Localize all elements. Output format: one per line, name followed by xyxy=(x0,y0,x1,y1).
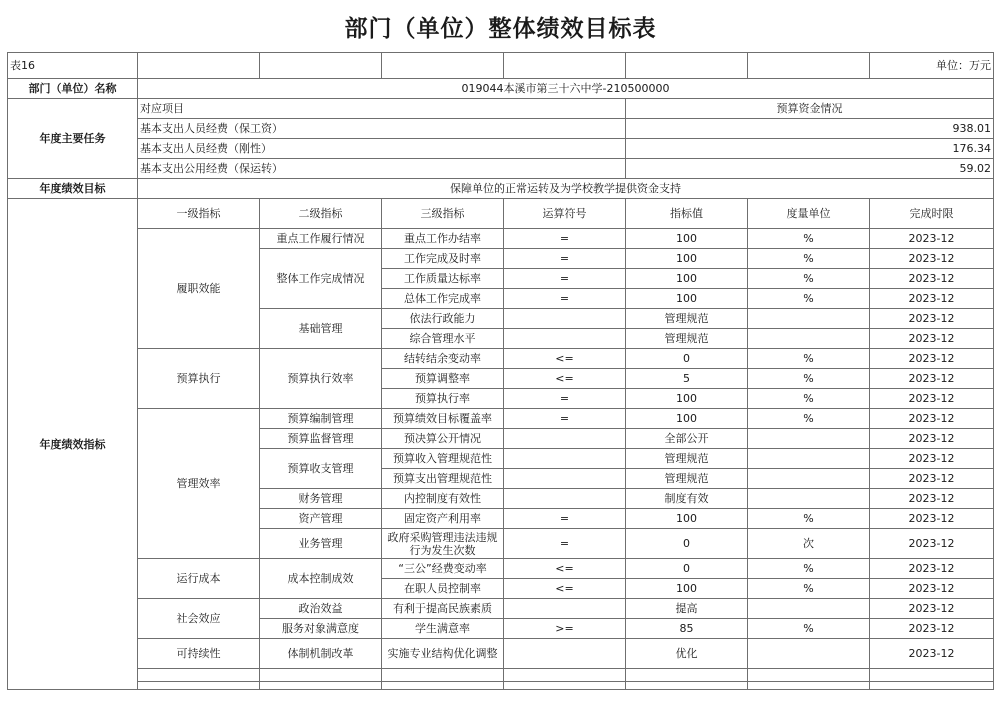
level3-indicator: 预算绩效目标覆盖率 xyxy=(382,409,504,429)
deadline: 2023-12 xyxy=(870,389,994,409)
column-header: 指标值 xyxy=(626,199,748,229)
task-project: 基本支出人员经费（保工资） xyxy=(138,119,626,139)
column-header: 运算符号 xyxy=(504,199,626,229)
indicator-value: 85 xyxy=(626,619,748,639)
operator xyxy=(504,429,626,449)
table-row xyxy=(8,599,994,619)
indicator-value: 管理规范 xyxy=(626,309,748,329)
level3-indicator: 依法行政能力 xyxy=(382,309,504,329)
operator: = xyxy=(504,409,626,429)
indicator-value: 100 xyxy=(626,389,748,409)
indicator-value: 管理规范 xyxy=(626,329,748,349)
performance-goal-sheet xyxy=(7,6,993,690)
task-amount: 938.01 xyxy=(626,119,994,139)
level3-indicator: 结转结余变动率 xyxy=(382,349,504,369)
column-header: 三级指标 xyxy=(382,199,504,229)
deadline: 2023-12 xyxy=(870,489,994,509)
measure-unit: % xyxy=(748,409,870,429)
level2-indicator: 预算编制管理 xyxy=(260,409,382,429)
level2-indicator: 政治效益 xyxy=(260,599,382,619)
deadline: 2023-12 xyxy=(870,289,994,309)
operator: = xyxy=(504,249,626,269)
level3-indicator: 预决算公开情况 xyxy=(382,429,504,449)
deadline: 2023-12 xyxy=(870,349,994,369)
indicator-value: 制度有效 xyxy=(626,489,748,509)
deadline: 2023-12 xyxy=(870,449,994,469)
indicator-value: 100 xyxy=(626,509,748,529)
operator xyxy=(504,639,626,669)
measure-unit: 次 xyxy=(748,529,870,559)
level2-indicator: 预算监督管理 xyxy=(260,429,382,449)
measure-unit: % xyxy=(748,269,870,289)
level2-indicator: 财务管理 xyxy=(260,489,382,509)
task-project: 基本支出公用经费（保运转） xyxy=(138,159,626,179)
measure-unit: % xyxy=(748,229,870,249)
table-number: 表16 xyxy=(8,53,138,79)
level3-indicator: 有利于提高民族素质 xyxy=(382,599,504,619)
measure-unit xyxy=(748,309,870,329)
task-amount: 59.02 xyxy=(626,159,994,179)
indicator-value: 100 xyxy=(626,579,748,599)
level3-indicator: 预算调整率 xyxy=(382,369,504,389)
deadline: 2023-12 xyxy=(870,559,994,579)
task-amount: 176.34 xyxy=(626,139,994,159)
operator: = xyxy=(504,509,626,529)
dept-name-label: 部门（单位）名称 xyxy=(8,79,138,99)
level3-indicator: 预算执行率 xyxy=(382,389,504,409)
deadline: 2023-12 xyxy=(870,469,994,489)
deadline: 2023-12 xyxy=(870,529,994,559)
level1-indicator: 社会效应 xyxy=(138,599,260,639)
column-header: 完成时限 xyxy=(870,199,994,229)
measure-unit xyxy=(748,329,870,349)
annual-goal-text: 保障单位的正常运转及为学校教学提供资金支持 xyxy=(138,179,994,199)
level2-indicator: 成本控制成效 xyxy=(260,559,382,599)
deadline: 2023-12 xyxy=(870,409,994,429)
deadline: 2023-12 xyxy=(870,619,994,639)
operator: = xyxy=(504,269,626,289)
deadline: 2023-12 xyxy=(870,269,994,289)
measure-unit: % xyxy=(748,249,870,269)
level2-indicator: 基础管理 xyxy=(260,309,382,349)
level3-indicator: 固定资产利用率 xyxy=(382,509,504,529)
measure-unit: % xyxy=(748,369,870,389)
project-header: 对应项目 xyxy=(138,99,626,119)
level3-indicator: 预算支出管理规范性 xyxy=(382,469,504,489)
level3-indicator: 工作完成及时率 xyxy=(382,249,504,269)
indicator-value: 100 xyxy=(626,409,748,429)
level1-indicator: 履职效能 xyxy=(138,229,260,349)
level3-indicator: 重点工作办结率 xyxy=(382,229,504,249)
measure-unit: % xyxy=(748,389,870,409)
column-header: 二级指标 xyxy=(260,199,382,229)
level3-indicator: “三公”经费变动率 xyxy=(382,559,504,579)
level2-indicator: 资产管理 xyxy=(260,509,382,529)
deadline: 2023-12 xyxy=(870,309,994,329)
deadline: 2023-12 xyxy=(870,329,994,349)
column-header: 一级指标 xyxy=(138,199,260,229)
operator: <= xyxy=(504,579,626,599)
measure-unit: % xyxy=(748,289,870,309)
indicator-value: 100 xyxy=(626,249,748,269)
operator: >= xyxy=(504,619,626,639)
deadline: 2023-12 xyxy=(870,599,994,619)
table-row xyxy=(8,409,994,429)
level3-indicator: 学生满意率 xyxy=(382,619,504,639)
indicator-value: 100 xyxy=(626,289,748,309)
deadline: 2023-12 xyxy=(870,639,994,669)
operator xyxy=(504,489,626,509)
measure-unit xyxy=(748,429,870,449)
operator: = xyxy=(504,529,626,559)
indicator-value: 100 xyxy=(626,229,748,249)
sheet-title: 部门（单位）整体绩效目标表 xyxy=(8,6,994,53)
measure-unit xyxy=(748,449,870,469)
level3-indicator: 总体工作完成率 xyxy=(382,289,504,309)
operator: <= xyxy=(504,369,626,389)
measure-unit: % xyxy=(748,579,870,599)
level1-indicator: 可持续性 xyxy=(138,639,260,669)
indicator-value: 全部公开 xyxy=(626,429,748,449)
level1-indicator: 管理效率 xyxy=(138,409,260,559)
level3-indicator: 政府采购管理违法违规行为发生次数 xyxy=(382,529,504,559)
table-row xyxy=(8,639,994,669)
deadline: 2023-12 xyxy=(870,229,994,249)
indicator-value: 管理规范 xyxy=(626,469,748,489)
annual-indicators-label: 年度绩效指标 xyxy=(8,199,138,690)
operator xyxy=(504,329,626,349)
deadline: 2023-12 xyxy=(870,579,994,599)
level3-indicator: 在职人员控制率 xyxy=(382,579,504,599)
annual-tasks-label: 年度主要任务 xyxy=(8,99,138,179)
level2-indicator: 整体工作完成情况 xyxy=(260,249,382,309)
operator: <= xyxy=(504,349,626,369)
indicator-value: 管理规范 xyxy=(626,449,748,469)
measure-unit: % xyxy=(748,349,870,369)
table-row xyxy=(8,229,994,249)
level2-indicator: 业务管理 xyxy=(260,529,382,559)
operator: = xyxy=(504,289,626,309)
level3-indicator: 综合管理水平 xyxy=(382,329,504,349)
indicator-value: 100 xyxy=(626,269,748,289)
measure-unit: % xyxy=(748,619,870,639)
deadline: 2023-12 xyxy=(870,249,994,269)
performance-table xyxy=(7,6,994,690)
level3-indicator: 预算收入管理规范性 xyxy=(382,449,504,469)
operator xyxy=(504,449,626,469)
level2-indicator: 服务对象满意度 xyxy=(260,619,382,639)
level2-indicator: 预算收支管理 xyxy=(260,449,382,489)
indicator-value: 提高 xyxy=(626,599,748,619)
measure-unit xyxy=(748,469,870,489)
level3-indicator: 内控制度有效性 xyxy=(382,489,504,509)
level2-indicator: 预算执行效率 xyxy=(260,349,382,409)
level1-indicator: 预算执行 xyxy=(138,349,260,409)
measure-unit: % xyxy=(748,509,870,529)
level2-indicator: 重点工作履行情况 xyxy=(260,229,382,249)
column-header: 度量单位 xyxy=(748,199,870,229)
operator xyxy=(504,309,626,329)
budget-header: 预算资金情况 xyxy=(626,99,994,119)
indicator-value: 0 xyxy=(626,349,748,369)
indicator-value: 0 xyxy=(626,529,748,559)
measure-unit xyxy=(748,489,870,509)
measure-unit xyxy=(748,639,870,669)
deadline: 2023-12 xyxy=(870,369,994,389)
deadline: 2023-12 xyxy=(870,509,994,529)
operator: = xyxy=(504,389,626,409)
dept-name-value: 019044本溪市第三十六中学-210500000 xyxy=(138,79,994,99)
operator xyxy=(504,469,626,489)
task-project: 基本支出人员经费（刚性） xyxy=(138,139,626,159)
level1-indicator: 运行成本 xyxy=(138,559,260,599)
measure-unit: % xyxy=(748,559,870,579)
level3-indicator: 实施专业结构优化调整 xyxy=(382,639,504,669)
indicator-value: 5 xyxy=(626,369,748,389)
measure-unit xyxy=(748,599,870,619)
indicator-value: 0 xyxy=(626,559,748,579)
unit-label: 单位：万元 xyxy=(870,53,994,79)
level2-indicator: 体制机制改革 xyxy=(260,639,382,669)
deadline: 2023-12 xyxy=(870,429,994,449)
operator xyxy=(504,599,626,619)
operator: = xyxy=(504,229,626,249)
level3-indicator: 工作质量达标率 xyxy=(382,269,504,289)
operator: <= xyxy=(504,559,626,579)
indicator-value: 优化 xyxy=(626,639,748,669)
annual-goal-label: 年度绩效目标 xyxy=(8,179,138,199)
table-row xyxy=(8,349,994,369)
table-row xyxy=(8,559,994,579)
